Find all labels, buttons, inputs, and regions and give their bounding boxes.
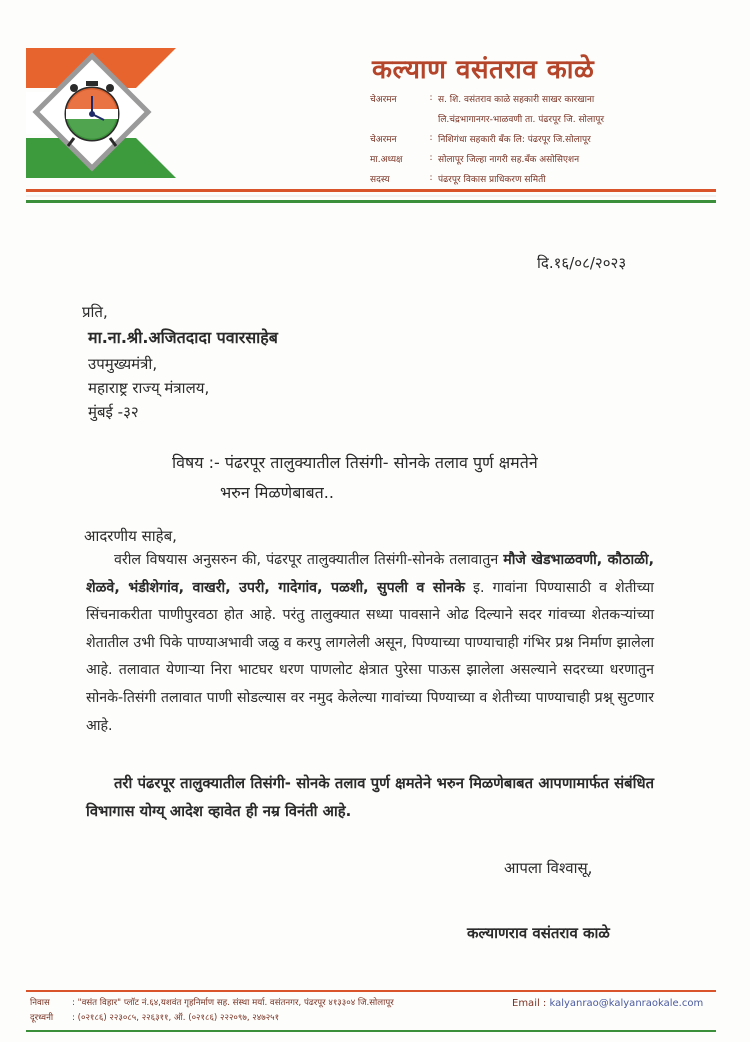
addressee: मा.ना.श्री.अजितदादा पवारसाहेब bbox=[88, 328, 278, 347]
to-prefix: प्रति, bbox=[82, 303, 108, 321]
body-text: वरील विषयास अनुसरुन की, पंढरपूर तालुक्यातील तिसंगी-सोनके तलावातुन bbox=[114, 552, 504, 568]
body-text: इ. गावांना पिण्यासाठी व शेतीच्या सिंचनाकरीता पाणीपुरवठा होत आहे. परंतु तालुक्यात सध्या पावसाने ओढ दिल्याने सदर गांवच्या शेतकऱ्यांच्या शेतातील उभी पिके पाण्याअभावी जळु व करपु लागलेली असून, पिण्याच्या पाण्याचाही गंभिर प्रश्न निर्माण झालेला आहे. तलावात येणाऱ्या निरा भाटघर धरण पाणलोट क्षेत्रात पुरेसा पाऊस झालेला असल्याने सदरच्या धरणातुन सोनके-तिसंगी तलावात पाणी सोडल्यास वर नमुद केलेल्या गावांच्या पिण्याच्या व शेतीच्या पाण्याचाही प्रश्न् सुटणार आहे. bbox=[86, 579, 654, 734]
letterhead-roles bbox=[370, 88, 710, 188]
request-text: तरी पंढरपूर तालुक्यातील तिसंगी- सोनके तलाव पुर्ण क्षमतेने भरुन मिळणेबाबत आपणामार्फत संबंधित विभागास योग्य् आदेश व्हावेत ही नम्र विनंती आहे. bbox=[86, 775, 654, 820]
subject-line: भरुन मिळणेबाबत.. bbox=[220, 483, 334, 502]
footer-address-row: निवास : "वसंत विहार" प्लॉट नं.६४,यशवंत गृहनिर्माण सह. संस्था मर्या. वसंतनगर, पंढरपूर ४१३३०४ जि.सोलापूर bbox=[30, 996, 394, 1011]
designation: उपमुख्यमंत्री, bbox=[88, 355, 158, 373]
role-row bbox=[370, 108, 710, 128]
clock-flag-emblem-icon bbox=[26, 48, 190, 188]
role-colon: : bbox=[429, 153, 433, 163]
email-address[interactable]: kalyanrao@kalyanraokale.com bbox=[549, 998, 704, 1009]
recipient-block bbox=[82, 300, 278, 424]
salutation: आदरणीय साहेब, bbox=[84, 527, 177, 545]
village-list: मौजे खेडभाळवणी, कौठाळी, शेळवे, भंडीशेगांव, वाखरी, उपरी, गादेगांव, पळशी, सुपली व सोनके bbox=[86, 552, 654, 596]
letterhead-name: कल्याण वसंतराव काळे bbox=[372, 55, 595, 85]
role-title: मा.अध्यक्ष bbox=[370, 154, 403, 165]
footer-phone-row: दूरध्वनी : (०२१८६) २२३०८५, २२६३११, ऑ. (०२१८६) २२२०९७, २४७२५१ bbox=[30, 1011, 394, 1026]
role-title: चेअरमन bbox=[370, 94, 397, 105]
signature: कल्याणराव वसंतराव काळे bbox=[467, 924, 610, 942]
footer-divider-saffron bbox=[26, 990, 716, 992]
residence-label: निवास bbox=[30, 998, 50, 1008]
role-row bbox=[370, 128, 710, 148]
footer-email bbox=[512, 998, 703, 1009]
residence-address: प्लॉट नं.६४,यशवंत गृहनिर्माण सह. संस्था मर्या. वसंतनगर, पंढरपूर ४१३३०४ जि.सोलापूर bbox=[123, 998, 394, 1008]
subject-line: विषय :- पंढरपूर तालुक्यातील तिसंगी- सोनके तलाव पुर्ण क्षमतेने bbox=[172, 453, 538, 472]
role-row bbox=[370, 88, 710, 108]
city: मुंबई -३२ bbox=[88, 403, 139, 421]
residence-name: "वसंत विहार" bbox=[77, 998, 122, 1008]
phone-label: दूरध्वनी bbox=[30, 1013, 54, 1023]
role-row bbox=[370, 168, 710, 188]
header-divider-green bbox=[26, 200, 716, 203]
phone-numbers: (०२१८६) २२३०८५, २२६३११, ऑ. (०२१८६) २२२०९७, २४७२५१ bbox=[77, 1013, 280, 1023]
request-paragraph bbox=[86, 770, 654, 826]
header-divider-saffron bbox=[26, 189, 716, 192]
role-colon: : bbox=[429, 133, 433, 143]
role-desc: लि.चंद्रभागानगर-भाळवणी ता. पंढरपूर जि. सोलापूर bbox=[438, 114, 605, 125]
role-desc: पंढरपूर विकास प्राधिकरण समिती bbox=[438, 174, 546, 185]
closing: आपला विश्वासू, bbox=[504, 859, 593, 877]
role-desc: सोलापूर जिल्हा नागरी सह.बँक असोसिएशन bbox=[438, 154, 580, 165]
office: महाराष्ट्र राज्य् मंत्रालय, bbox=[88, 379, 210, 397]
role-colon: : bbox=[429, 173, 433, 183]
role-desc: स. शि. वसंतराव काळे सहकारी साखर कारखाना bbox=[438, 94, 595, 105]
header-divider-white bbox=[26, 195, 716, 197]
role-desc: निशिगंधा सहकारी बँक लि: पंढरपूर जि.सोलापूर bbox=[438, 134, 591, 145]
email-label: Email : bbox=[512, 998, 547, 1009]
letter-date: दि.१६/०८/२०२३ bbox=[537, 254, 627, 272]
role-title: सदस्य bbox=[370, 174, 390, 185]
role-row bbox=[370, 148, 710, 168]
body-paragraph bbox=[86, 547, 654, 740]
subject bbox=[172, 448, 652, 508]
role-colon: : bbox=[429, 93, 433, 103]
role-title: चेअरमन bbox=[370, 134, 397, 145]
footer bbox=[30, 996, 394, 1026]
footer-divider-green bbox=[26, 1030, 716, 1032]
